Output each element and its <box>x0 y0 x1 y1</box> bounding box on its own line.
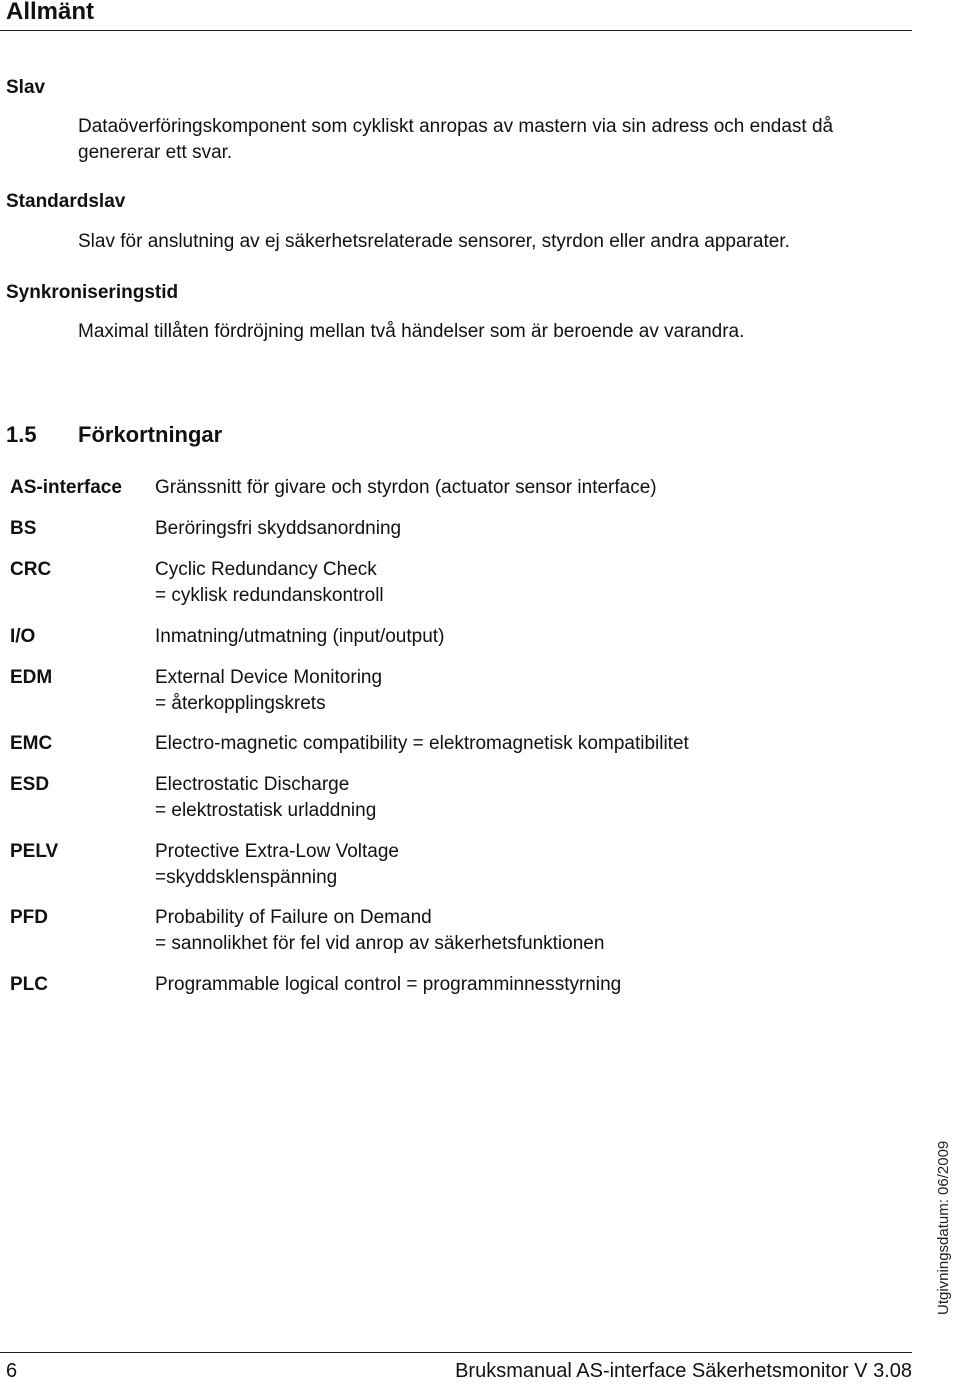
description-line: Probability of Failure on Demand <box>155 907 432 928</box>
abbreviation-description <box>155 665 895 717</box>
abbreviation-description <box>155 972 895 998</box>
description-line: Inmatning/utmatning (input/output) <box>155 626 445 647</box>
description-line: = cyklisk redundanskontroll <box>155 585 384 606</box>
description-line: Cyclic Redundancy Check <box>155 559 377 580</box>
glossary-definition-synkroniseringstid: Maximal tillåten fördröjning mellan två händelser som är beroende av varandra. <box>78 321 745 342</box>
glossary-definition-standardslav: Slav för anslutning av ej säkerhetsrelaterade sensorer, styrdon eller andra apparater. <box>78 231 790 252</box>
description-line: External Device Monitoring <box>155 667 383 688</box>
abbreviation-term: PELV <box>10 841 59 862</box>
description-line: = elektrostatisk urladdning <box>155 800 377 821</box>
publication-date-note: Utgivningsdatum: 06/2009 <box>935 1140 952 1315</box>
description-line: Electro-magnetic compatibility = elektromagnetisk kompatibilitet <box>155 733 689 754</box>
page-header <box>0 0 912 31</box>
abbreviation-term: EDM <box>10 667 53 688</box>
abbreviation-term: I/O <box>10 626 36 647</box>
glossary-term-slav: Slav <box>6 77 46 98</box>
abbreviation-term: PLC <box>10 974 48 995</box>
abbreviation-term: EMC <box>10 733 53 754</box>
description-line: Gränssnitt för givare och styrdon (actuator sensor interface) <box>155 477 657 498</box>
description-line: Electrostatic Discharge <box>155 774 350 795</box>
page-title: Allmänt <box>6 0 95 25</box>
glossary-term-standardslav: Standardslav <box>6 191 126 212</box>
abbreviation-description <box>155 557 895 609</box>
document-title: Bruksmanual AS-interface Säkerhetsmonitor V 3.08 <box>455 1360 912 1382</box>
abbreviation-description <box>155 516 895 542</box>
abbreviation-term: ESD <box>10 774 50 795</box>
abbreviation-description <box>155 839 895 891</box>
abbreviation-term: CRC <box>10 559 52 580</box>
page-footer <box>0 1352 912 1384</box>
section-heading <box>6 421 222 449</box>
description-line: =skyddsklenspänning <box>155 867 338 888</box>
glossary-definition-slav: Dataöverföringskomponent som cykliskt anropas av mastern via sin adress och endast då genererar ett svar. <box>78 116 834 163</box>
glossary-term-synkroniseringstid: Synkroniseringstid <box>6 282 179 303</box>
abbreviation-description <box>155 905 895 957</box>
section-title: Förkortningar <box>78 422 223 447</box>
description-line: = sannolikhet för fel vid anrop av säkerhetsfunktionen <box>155 933 605 954</box>
description-line: Protective Extra-Low Voltage <box>155 841 399 862</box>
abbreviation-term: AS-interface <box>10 477 122 498</box>
abbreviation-term: PFD <box>10 907 48 928</box>
description-line: Beröringsfri skyddsanordning <box>155 518 402 539</box>
section-number: 1.5 <box>6 422 37 447</box>
abbreviation-description <box>155 731 895 757</box>
description-line: Programmable logical control = programminnesstyrning <box>155 974 622 995</box>
abbreviation-description <box>155 624 895 650</box>
page-number: 6 <box>6 1360 18 1382</box>
abbreviation-description <box>155 475 895 501</box>
abbreviation-term: BS <box>10 518 37 539</box>
description-line: = återkopplingskrets <box>155 693 326 714</box>
abbreviation-description <box>155 772 895 824</box>
